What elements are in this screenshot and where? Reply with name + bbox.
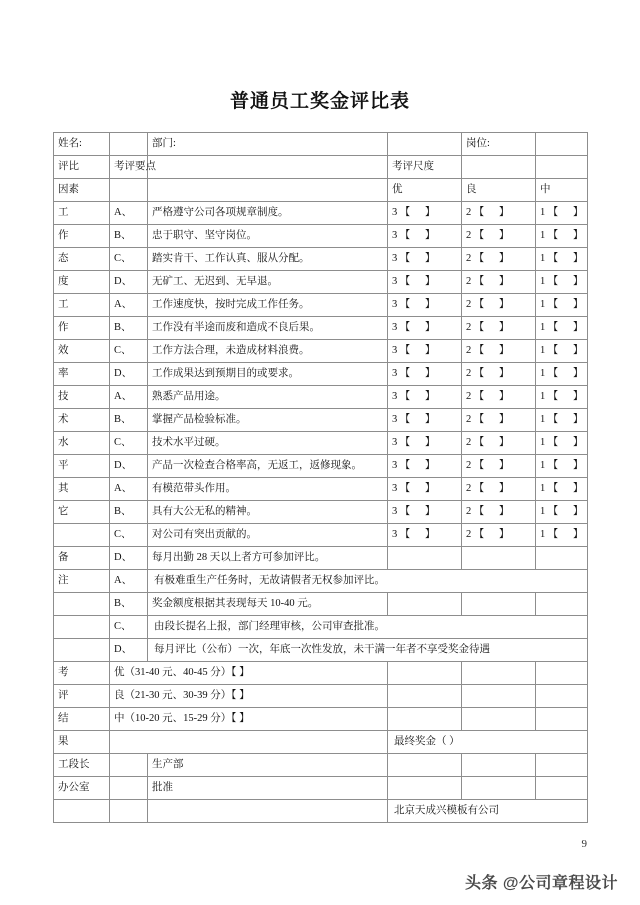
score-num: 1 bbox=[540, 413, 546, 425]
score-num: 2 bbox=[466, 528, 472, 540]
score-num: 3 bbox=[392, 275, 398, 287]
remark-letter: B、 bbox=[110, 593, 148, 616]
table-row-result bbox=[54, 662, 588, 685]
score-bracket: 【 】 bbox=[399, 275, 442, 287]
remark-letter: A、 bbox=[110, 570, 148, 593]
score-num: 1 bbox=[540, 482, 546, 494]
score-fair[interactable] bbox=[536, 432, 588, 455]
company-blank-2 bbox=[110, 800, 148, 823]
final-bonus-label: 最终奖金（ ） bbox=[394, 735, 460, 747]
item-letter: B、 bbox=[110, 317, 148, 340]
scale-label: 考评尺度 bbox=[392, 160, 434, 172]
table-row-result bbox=[54, 685, 588, 708]
table-row-final-bonus bbox=[54, 731, 588, 754]
score-bracket: 【 】 bbox=[399, 413, 442, 425]
signature-value-mid[interactable] bbox=[388, 754, 462, 777]
score-bracket: 【 】 bbox=[547, 528, 590, 540]
grade-good-header: 良 bbox=[462, 179, 536, 202]
remark-description-wide bbox=[148, 639, 588, 662]
score-good[interactable] bbox=[462, 501, 536, 524]
remark-description: 奖金额度根据其表现每天 10-40 元。 bbox=[148, 593, 388, 616]
score-num: 3 bbox=[392, 321, 398, 333]
score-bracket: 【 】 bbox=[473, 505, 516, 517]
score-fair[interactable] bbox=[536, 409, 588, 432]
grade-header-spacer-2 bbox=[148, 179, 388, 202]
remark-letter: C、 bbox=[110, 616, 148, 639]
score-bracket: 【 】 bbox=[473, 298, 516, 310]
table-row-remark bbox=[54, 570, 588, 593]
group-label-char: 作 bbox=[54, 225, 110, 248]
remark-letter: D、 bbox=[110, 639, 148, 662]
item-letter: C、 bbox=[110, 248, 148, 271]
score-fair[interactable] bbox=[536, 363, 588, 386]
table-row-grade-header bbox=[54, 179, 588, 202]
table-row bbox=[54, 294, 588, 317]
group-label-char: 率 bbox=[54, 363, 110, 386]
table-row bbox=[54, 248, 588, 271]
score-fair[interactable] bbox=[536, 317, 588, 340]
page-number: 9 bbox=[581, 838, 587, 850]
score-bracket: 【 】 bbox=[399, 528, 442, 540]
table-row-signature bbox=[54, 777, 588, 800]
score-bracket: 【 】 bbox=[399, 367, 442, 379]
score-num: 2 bbox=[466, 436, 472, 448]
score-excellent[interactable] bbox=[388, 248, 462, 271]
signature-value-left[interactable] bbox=[110, 777, 148, 800]
remark-description-wide bbox=[148, 570, 588, 593]
score-bracket: 【 】 bbox=[547, 459, 590, 471]
item-letter: A、 bbox=[110, 294, 148, 317]
factor-label-line2: 因素 bbox=[54, 179, 110, 202]
group-label-spacer bbox=[54, 524, 110, 547]
result-blank-1 bbox=[388, 708, 462, 731]
result-blank-2 bbox=[462, 662, 536, 685]
item-description: 无矿工、无迟到、无早退。 bbox=[148, 271, 388, 294]
item-letter: C、 bbox=[110, 432, 148, 455]
group-label-char: 平 bbox=[54, 455, 110, 478]
score-excellent[interactable] bbox=[388, 386, 462, 409]
result-blank-3 bbox=[536, 708, 588, 731]
item-letter: A、 bbox=[110, 478, 148, 501]
score-num: 1 bbox=[540, 367, 546, 379]
score-num: 3 bbox=[392, 367, 398, 379]
score-good[interactable] bbox=[462, 524, 536, 547]
score-bracket: 【 】 bbox=[473, 459, 516, 471]
score-num: 1 bbox=[540, 344, 546, 356]
score-bracket: 【 】 bbox=[547, 229, 590, 241]
item-description: 工作没有半途而废和造成不良后果。 bbox=[148, 317, 388, 340]
item-description: 产品一次检查合格率高，无返工，返修现象。 bbox=[148, 455, 388, 478]
score-num: 1 bbox=[540, 321, 546, 333]
factor-label-line1: 评比 bbox=[54, 156, 110, 179]
score-bracket: 【 】 bbox=[399, 321, 442, 333]
score-bracket: 【 】 bbox=[547, 436, 590, 448]
score-fair[interactable] bbox=[536, 386, 588, 409]
company-name-cell bbox=[388, 800, 588, 823]
table-row bbox=[54, 386, 588, 409]
table-row bbox=[54, 432, 588, 455]
group-label-char: 技 bbox=[54, 386, 110, 409]
score-num: 1 bbox=[540, 528, 546, 540]
result-blank-3 bbox=[536, 662, 588, 685]
score-num: 3 bbox=[392, 436, 398, 448]
signature-blank-1[interactable] bbox=[462, 754, 536, 777]
group-label-char: 它 bbox=[54, 501, 110, 524]
score-bracket: 【 】 bbox=[547, 275, 590, 287]
score-num: 2 bbox=[466, 298, 472, 310]
score-num: 3 bbox=[392, 298, 398, 310]
score-bracket: 【 】 bbox=[473, 206, 516, 218]
item-letter: B、 bbox=[110, 409, 148, 432]
score-fair[interactable] bbox=[536, 455, 588, 478]
score-num: 3 bbox=[392, 505, 398, 517]
score-excellent[interactable] bbox=[388, 202, 462, 225]
score-excellent[interactable] bbox=[388, 317, 462, 340]
score-excellent[interactable] bbox=[388, 501, 462, 524]
remark-description: 每月出勤 28 天以上者方可参加评比。 bbox=[148, 547, 388, 570]
score-bracket: 【 】 bbox=[547, 390, 590, 402]
score-excellent[interactable] bbox=[388, 455, 462, 478]
group-label-char: 度 bbox=[54, 271, 110, 294]
score-bracket: 【 】 bbox=[399, 344, 442, 356]
score-excellent[interactable] bbox=[388, 225, 462, 248]
score-excellent[interactable] bbox=[388, 340, 462, 363]
score-num: 3 bbox=[392, 229, 398, 241]
result-label-char: 结 bbox=[54, 708, 110, 731]
score-fair[interactable] bbox=[536, 340, 588, 363]
item-description: 工作速度快，按时完成工作任务。 bbox=[148, 294, 388, 317]
score-num: 2 bbox=[466, 321, 472, 333]
score-good[interactable] bbox=[462, 432, 536, 455]
score-num: 3 bbox=[392, 482, 398, 494]
score-bracket: 【 】 bbox=[547, 367, 590, 379]
result-grade-excellent[interactable]: 优（31-40 元、40-45 分）【 】 bbox=[110, 662, 388, 685]
name-label: 姓名: bbox=[54, 133, 110, 156]
score-bracket: 【 】 bbox=[473, 275, 516, 287]
score-fair[interactable] bbox=[536, 478, 588, 501]
dept-label-cell bbox=[148, 133, 388, 156]
points-label: 考评要点 bbox=[114, 160, 156, 172]
remarks-label-spacer bbox=[54, 616, 110, 639]
post-value[interactable] bbox=[536, 133, 588, 156]
group-label-char: 作 bbox=[54, 317, 110, 340]
score-num: 2 bbox=[466, 206, 472, 218]
table-row bbox=[54, 340, 588, 363]
score-num: 2 bbox=[466, 229, 472, 241]
score-num: 1 bbox=[540, 252, 546, 264]
group-label-char: 效 bbox=[54, 340, 110, 363]
remark-blank-1 bbox=[388, 547, 462, 570]
score-good[interactable] bbox=[462, 478, 536, 501]
score-excellent[interactable] bbox=[388, 409, 462, 432]
score-bracket: 【 】 bbox=[473, 482, 516, 494]
result-blank-3 bbox=[536, 685, 588, 708]
table-row-signature bbox=[54, 754, 588, 777]
table-row bbox=[54, 202, 588, 225]
score-num: 2 bbox=[466, 252, 472, 264]
item-letter: B、 bbox=[110, 225, 148, 248]
remark-blank-2 bbox=[462, 593, 536, 616]
table-row bbox=[54, 501, 588, 524]
score-bracket: 【 】 bbox=[399, 482, 442, 494]
score-good[interactable] bbox=[462, 225, 536, 248]
item-description: 踏实肯干、工作认真、服从分配。 bbox=[148, 248, 388, 271]
table-row-remark bbox=[54, 593, 588, 616]
score-num: 1 bbox=[540, 390, 546, 402]
score-good[interactable] bbox=[462, 340, 536, 363]
score-num: 2 bbox=[466, 459, 472, 471]
item-letter: A、 bbox=[110, 202, 148, 225]
table-row bbox=[54, 363, 588, 386]
watermark: 头条 @公司章程设计 bbox=[464, 875, 618, 892]
remark-blank-3 bbox=[536, 593, 588, 616]
score-num: 1 bbox=[540, 229, 546, 241]
score-num: 3 bbox=[392, 413, 398, 425]
score-num: 1 bbox=[540, 298, 546, 310]
score-bracket: 【 】 bbox=[547, 482, 590, 494]
item-letter: D、 bbox=[110, 271, 148, 294]
grade-fair-header: 中 bbox=[536, 179, 588, 202]
score-excellent[interactable] bbox=[388, 478, 462, 501]
score-bracket: 【 】 bbox=[547, 505, 590, 517]
score-good[interactable] bbox=[462, 455, 536, 478]
score-bracket: 【 】 bbox=[473, 436, 516, 448]
grade-header-spacer-1 bbox=[110, 179, 148, 202]
group-label-char: 其 bbox=[54, 478, 110, 501]
remark-blank-2 bbox=[462, 547, 536, 570]
table-row bbox=[54, 225, 588, 248]
result-label-char: 考 bbox=[54, 662, 110, 685]
signature-role-mid: 批准 bbox=[148, 777, 388, 800]
score-fair[interactable] bbox=[536, 271, 588, 294]
score-bracket: 【 】 bbox=[473, 252, 516, 264]
score-num: 3 bbox=[392, 344, 398, 356]
score-good[interactable] bbox=[462, 294, 536, 317]
score-bracket: 【 】 bbox=[399, 229, 442, 241]
remark-letter: D、 bbox=[110, 547, 148, 570]
score-num: 1 bbox=[540, 275, 546, 287]
result-blank-2 bbox=[462, 685, 536, 708]
item-description: 熟悉产品用途。 bbox=[148, 386, 388, 409]
remark-description-wide bbox=[148, 616, 588, 639]
signature-role-mid: 生产部 bbox=[148, 754, 388, 777]
signature-value-left[interactable] bbox=[110, 754, 148, 777]
score-excellent[interactable] bbox=[388, 363, 462, 386]
final-bonus-cell[interactable] bbox=[388, 731, 588, 754]
table-row bbox=[54, 271, 588, 294]
signature-blank-2[interactable] bbox=[536, 754, 588, 777]
points-label-cell bbox=[110, 156, 156, 179]
score-num: 2 bbox=[466, 482, 472, 494]
score-bracket: 【 】 bbox=[473, 390, 516, 402]
group-label-char: 术 bbox=[54, 409, 110, 432]
signature-blank-1[interactable] bbox=[462, 777, 536, 800]
evaluation-table bbox=[53, 132, 588, 823]
remark-description: 由段长提名上报，部门经理审核，公司审查批准。 bbox=[154, 620, 385, 632]
group-label-char: 工 bbox=[54, 294, 110, 317]
group-label-char: 工 bbox=[54, 202, 110, 225]
result-blank-2 bbox=[462, 708, 536, 731]
score-fair[interactable] bbox=[536, 248, 588, 271]
scale-label-cell bbox=[388, 156, 462, 179]
score-bracket: 【 】 bbox=[399, 390, 442, 402]
score-num: 2 bbox=[466, 344, 472, 356]
table-row-result bbox=[54, 708, 588, 731]
remark-blank-1 bbox=[388, 593, 462, 616]
signature-role-left: 工段长 bbox=[54, 754, 110, 777]
table-row-identity bbox=[54, 133, 588, 156]
remark-description: 每月评比（公布）一次，年底一次性发放，未干满一年者不享受奖金待遇 bbox=[154, 643, 490, 655]
scale-spacer-1 bbox=[462, 156, 536, 179]
remarks-label-spacer bbox=[54, 593, 110, 616]
score-num: 1 bbox=[540, 459, 546, 471]
item-description: 忠于职守、坚守岗位。 bbox=[148, 225, 388, 248]
score-bracket: 【 】 bbox=[399, 252, 442, 264]
item-description: 严格遵守公司各项规章制度。 bbox=[148, 202, 388, 225]
score-excellent[interactable] bbox=[388, 271, 462, 294]
score-bracket: 【 】 bbox=[547, 252, 590, 264]
score-bracket: 【 】 bbox=[399, 298, 442, 310]
item-letter: C、 bbox=[110, 524, 148, 547]
score-fair[interactable] bbox=[536, 501, 588, 524]
group-label-char: 态 bbox=[54, 248, 110, 271]
signature-value-mid[interactable] bbox=[388, 777, 462, 800]
score-fair[interactable] bbox=[536, 225, 588, 248]
table-row bbox=[54, 409, 588, 432]
table-row-company bbox=[54, 800, 588, 823]
score-bracket: 【 】 bbox=[547, 206, 590, 218]
score-bracket: 【 】 bbox=[399, 436, 442, 448]
score-num: 3 bbox=[392, 206, 398, 218]
score-bracket: 【 】 bbox=[473, 528, 516, 540]
result-blank-1 bbox=[388, 662, 462, 685]
item-description: 对公司有突出贡献的。 bbox=[148, 524, 388, 547]
points-header-spacer bbox=[148, 156, 388, 179]
group-label-char: 水 bbox=[54, 432, 110, 455]
score-fair[interactable] bbox=[536, 202, 588, 225]
item-letter: D、 bbox=[110, 455, 148, 478]
score-num: 3 bbox=[392, 528, 398, 540]
score-excellent[interactable] bbox=[388, 524, 462, 547]
score-bracket: 【 】 bbox=[547, 344, 590, 356]
signature-blank-2[interactable] bbox=[536, 777, 588, 800]
item-description: 工作方法合理，未造成材料浪费。 bbox=[148, 340, 388, 363]
item-description: 工作成果达到预期目的或要求。 bbox=[148, 363, 388, 386]
score-good[interactable] bbox=[462, 271, 536, 294]
score-num: 1 bbox=[540, 505, 546, 517]
company-blank-3 bbox=[148, 800, 388, 823]
score-bracket: 【 】 bbox=[399, 459, 442, 471]
table-row bbox=[54, 317, 588, 340]
score-num: 2 bbox=[466, 413, 472, 425]
score-excellent[interactable] bbox=[388, 294, 462, 317]
score-num: 1 bbox=[540, 436, 546, 448]
score-fair[interactable] bbox=[536, 294, 588, 317]
remark-blank-3 bbox=[536, 547, 588, 570]
score-bracket: 【 】 bbox=[547, 413, 590, 425]
name-value[interactable] bbox=[110, 133, 148, 156]
scale-spacer-2 bbox=[536, 156, 588, 179]
score-bracket: 【 】 bbox=[473, 367, 516, 379]
score-bracket: 【 】 bbox=[473, 413, 516, 425]
score-good[interactable] bbox=[462, 248, 536, 271]
score-good[interactable] bbox=[462, 409, 536, 432]
score-excellent[interactable] bbox=[388, 432, 462, 455]
table-row bbox=[54, 478, 588, 501]
score-bracket: 【 】 bbox=[473, 229, 516, 241]
score-bracket: 【 】 bbox=[547, 298, 590, 310]
company-name: 北京天成兴模板有公司 bbox=[394, 804, 499, 816]
page-title: 普通员工奖金评比表 bbox=[229, 91, 410, 112]
score-bracket: 【 】 bbox=[473, 321, 516, 333]
table-row-remark bbox=[54, 547, 588, 570]
score-bracket: 【 】 bbox=[473, 344, 516, 356]
company-blank-1 bbox=[54, 800, 110, 823]
item-letter: D、 bbox=[110, 363, 148, 386]
post-label: 岗位: bbox=[462, 133, 536, 156]
score-num: 2 bbox=[466, 390, 472, 402]
score-num: 2 bbox=[466, 505, 472, 517]
result-grade-good[interactable]: 良（21-30 元、30-39 分）【 】 bbox=[110, 685, 388, 708]
remarks-label-spacer bbox=[54, 639, 110, 662]
dept-value[interactable] bbox=[388, 133, 462, 156]
item-description: 技术水平过硬。 bbox=[148, 432, 388, 455]
signature-role-left: 办公室 bbox=[54, 777, 110, 800]
item-letter: B、 bbox=[110, 501, 148, 524]
item-description: 有模范带头作用。 bbox=[148, 478, 388, 501]
table-row bbox=[54, 524, 588, 547]
remark-description: 有极难重生产任务时，无故请假者无权参加评比。 bbox=[154, 574, 385, 586]
table-row-criteria-header bbox=[54, 156, 588, 179]
score-num: 3 bbox=[392, 390, 398, 402]
score-good[interactable] bbox=[462, 386, 536, 409]
score-fair[interactable] bbox=[536, 524, 588, 547]
result-label-char: 评 bbox=[54, 685, 110, 708]
item-letter: C、 bbox=[110, 340, 148, 363]
result-label-char: 果 bbox=[54, 731, 110, 754]
item-description: 掌握产品检验标准。 bbox=[148, 409, 388, 432]
score-bracket: 【 】 bbox=[547, 321, 590, 333]
score-bracket: 【 】 bbox=[399, 206, 442, 218]
score-num: 3 bbox=[392, 459, 398, 471]
score-num: 2 bbox=[466, 367, 472, 379]
score-num: 1 bbox=[540, 206, 546, 218]
remarks-label-char: 备 bbox=[54, 547, 110, 570]
score-num: 3 bbox=[392, 252, 398, 264]
grade-excellent-header: 优 bbox=[388, 179, 462, 202]
table-row-remark bbox=[54, 616, 588, 639]
score-num: 2 bbox=[466, 275, 472, 287]
score-good[interactable] bbox=[462, 202, 536, 225]
score-bracket: 【 】 bbox=[399, 505, 442, 517]
dept-label: 部门: bbox=[152, 137, 176, 149]
item-description: 具有大公无私的精神。 bbox=[148, 501, 388, 524]
result-blank-1 bbox=[388, 685, 462, 708]
result-grade-fair[interactable]: 中（10-20 元、15-29 分）【 】 bbox=[110, 708, 388, 731]
final-bonus-spacer bbox=[110, 731, 388, 754]
remarks-label-char: 注 bbox=[54, 570, 110, 593]
table-row bbox=[54, 455, 588, 478]
score-good[interactable] bbox=[462, 317, 536, 340]
item-letter: A、 bbox=[110, 386, 148, 409]
score-good[interactable] bbox=[462, 363, 536, 386]
table-row-remark bbox=[54, 639, 588, 662]
